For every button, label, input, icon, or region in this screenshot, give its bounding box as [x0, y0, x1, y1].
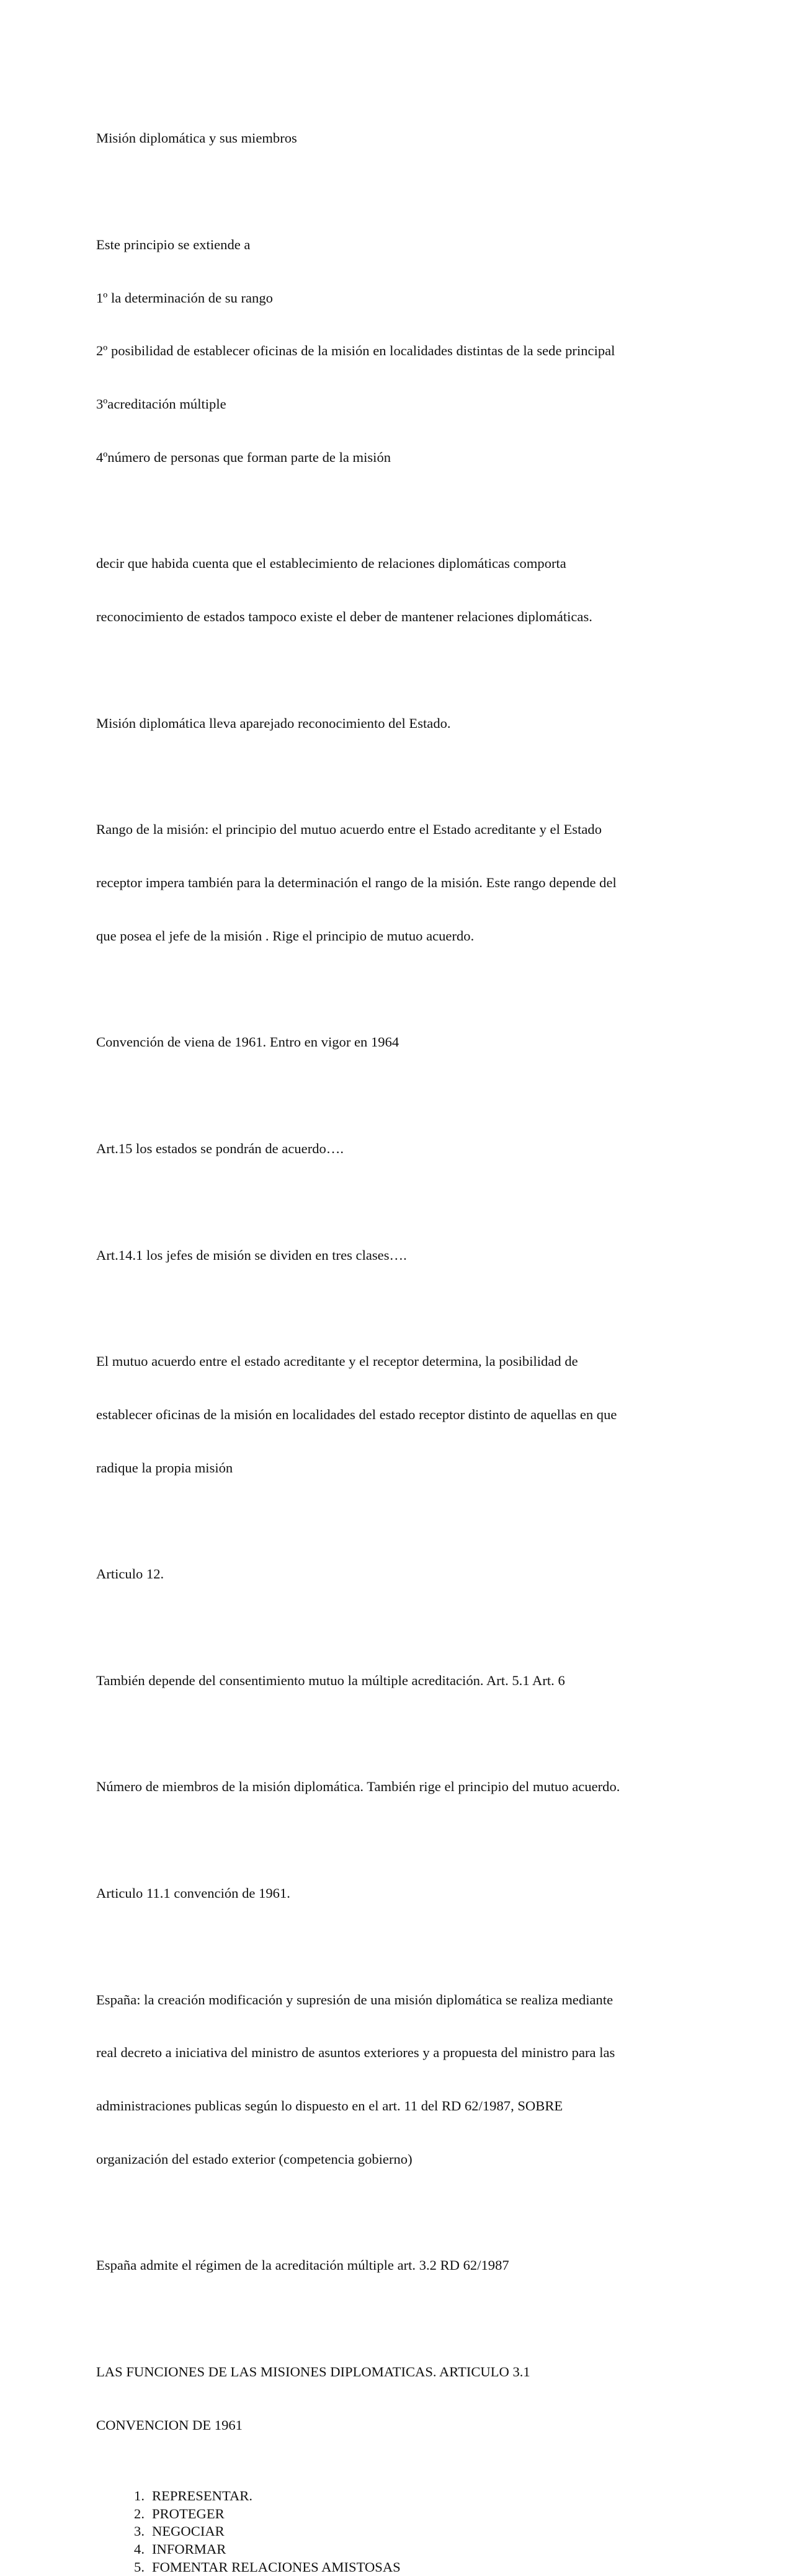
paragraph-line: organización del estado exterior (competencia gobierno): [96, 2151, 413, 2167]
paragraph: [96, 679, 723, 768]
paragraph-line: Art.15 los estados se pondrán de acuerdo….: [96, 1141, 344, 1157]
paragraph-line: Número de miembros de la misión diplomática. También rige el principio del mutuo acuerdo.: [96, 1779, 620, 1795]
paragraph: [96, 998, 723, 1087]
list-number: 4.: [134, 2541, 145, 2557]
document-page: [96, 94, 723, 2576]
title-line: Misión diplomática y sus miembros: [96, 130, 297, 146]
heading-line: CONVENCION DE 1961: [96, 2417, 243, 2433]
list-number: 5.: [134, 2559, 145, 2575]
paragraph: [96, 520, 723, 662]
paragraph: [96, 1211, 723, 1299]
paragraph-line: España admite el régimen de la acreditación múltiple art. 3.2 RD 62/1987: [96, 2257, 509, 2273]
intro-line: 4ºnúmero de personas que forman parte de la misión: [96, 449, 391, 465]
paragraph: [96, 1530, 723, 1619]
paragraph-line: reconocimiento de estados tampoco existe el deber de mantener relaciones diplomáticas.: [96, 609, 592, 625]
paragraph-line: Art.14.1 los jefes de misión se dividen en tres clases….: [96, 1247, 407, 1263]
heading-line: LAS FUNCIONES DE LAS MISIONES DIPLOMATICAS. ARTICULO 3.1: [96, 2364, 530, 2379]
list-text: REPRESENTAR.: [152, 2488, 253, 2504]
paragraph: [96, 786, 723, 981]
paragraph-line: establecer oficinas de la misión en localidades del estado receptor distinto de aquellas en que: [96, 1406, 617, 1422]
paragraph-line: Articulo 12.: [96, 1566, 164, 1582]
paragraph: [96, 1637, 723, 1725]
paragraph-line: receptor impera también para la determinación el rango de la misión. Este rango depende del: [96, 875, 617, 891]
paragraph-line: Convención de viena de 1961. Entro en vigor en 1964: [96, 1034, 399, 1050]
paragraph-line: administraciones publicas según lo dispuesto en el art. 11 del RD 62/1987, SOBRE: [96, 2098, 563, 2114]
list-item: [96, 2523, 723, 2541]
list-text: PROTEGER: [152, 2505, 225, 2521]
list-text: FOMENTAR RELACIONES AMISTOSAS: [152, 2559, 401, 2575]
paragraph: [96, 1743, 723, 1831]
paragraph: [96, 1955, 723, 2203]
paragraph-line: Misión diplomática lleva aparejado reconocimiento del Estado.: [96, 715, 451, 731]
list-number: 2.: [134, 2505, 145, 2521]
paragraph-line: Articulo 11.1 convención de 1961.: [96, 1885, 290, 1901]
paragraph: [96, 1849, 723, 1938]
functions-list: [96, 2487, 723, 2576]
paragraph-line: real decreto a iniciativa del ministro de asuntos exteriores y a propuesta del ministro para las: [96, 2045, 615, 2061]
list-item: [96, 2559, 723, 2576]
paragraph-line: El mutuo acuerdo entre el estado acreditante y el receptor determina, la posibilidad de: [96, 1353, 578, 1370]
paragraph-line: que posea el jefe de la misión . Rige el principio de mutuo acuerdo.: [96, 927, 475, 944]
document-title: [96, 94, 723, 183]
intro-line: 3ºacreditación múltiple: [96, 396, 226, 412]
list-item: [96, 2487, 723, 2505]
paragraph: [96, 1317, 723, 1513]
paragraph-line: decir que habida cuenta que el establecimiento de relaciones diplomáticas comporta: [96, 555, 566, 572]
paragraph: [96, 1105, 723, 1193]
list-number: 1.: [134, 2488, 145, 2504]
intro-line: 2º posibilidad de establecer oficinas de la misión en localidades distintas de la sede principal: [96, 343, 615, 359]
section-heading: [96, 2328, 723, 2470]
paragraph-line: También depende del consentimiento mutuo la múltiple acreditación. Art. 5.1 Art. 6: [96, 1672, 565, 1688]
list-text: INFORMAR: [152, 2541, 226, 2557]
intro-line: Este principio se extiende a: [96, 236, 251, 252]
paragraph-line: Rango de la misión: el principio del mutuo acuerdo entre el Estado acreditante y el Estado: [96, 821, 602, 838]
paragraph-line: radique la propia misión: [96, 1459, 233, 1476]
list-item: [96, 2541, 723, 2559]
intro-block: [96, 201, 723, 502]
list-text: NEGOCIAR: [152, 2523, 225, 2539]
paragraph: [96, 2221, 723, 2310]
paragraph-line: España: la creación modificación y supresión de una misión diplomática se realiza mediante: [96, 1991, 613, 2007]
list-number: 3.: [134, 2523, 145, 2539]
intro-line: 1º la determinación de su rango: [96, 290, 273, 306]
list-item: [96, 2505, 723, 2523]
